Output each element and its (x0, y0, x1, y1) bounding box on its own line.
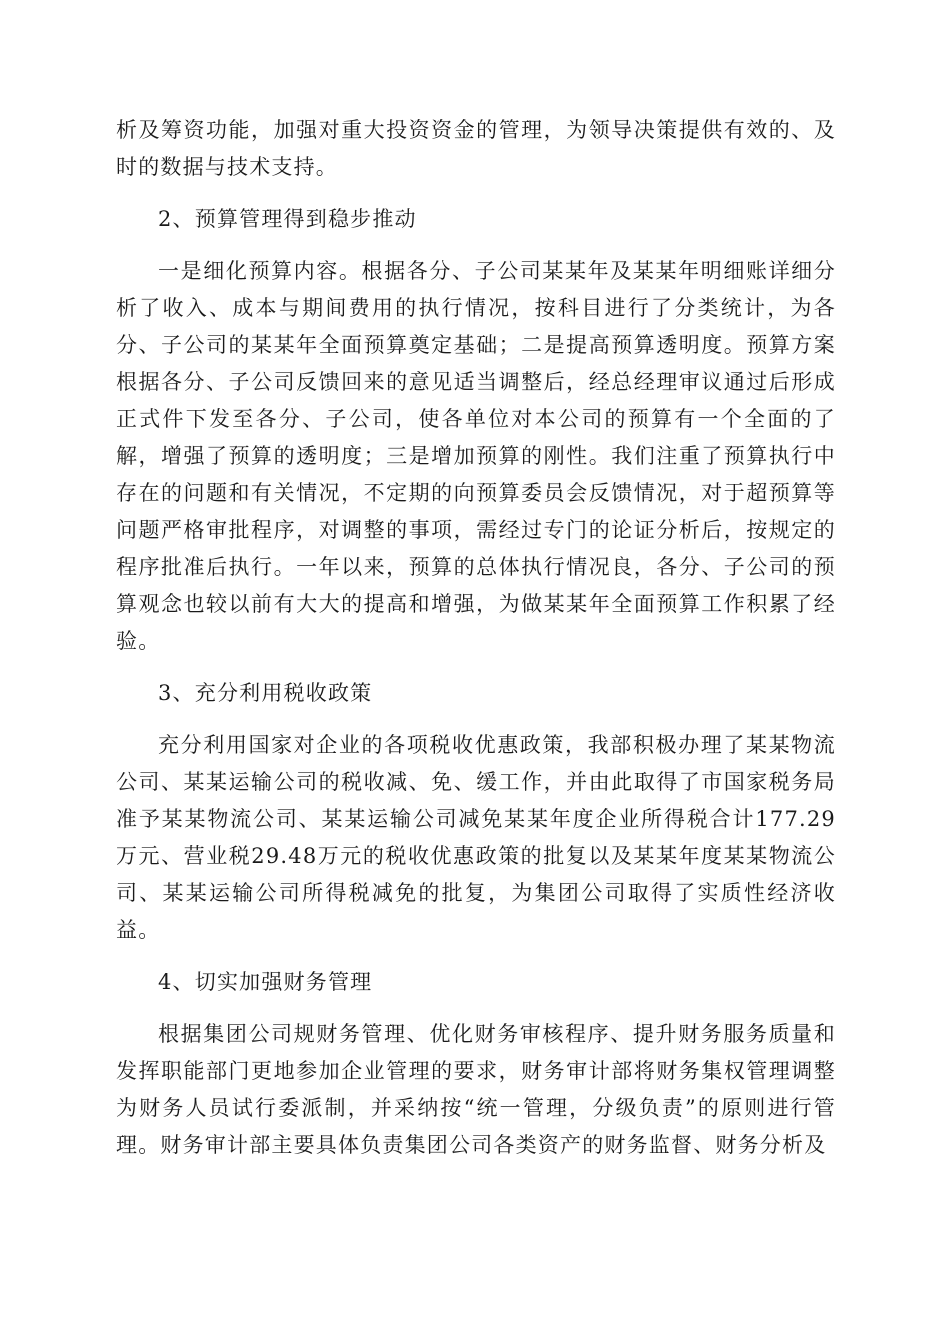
section-heading-budget-management: 2、预算管理得到稳步推动 (158, 207, 417, 231)
paragraph-continuation: 析及筹资功能，加强对重大投资资金的管理，为领导决策提供有效的、及时的数据与技术支持。 (116, 118, 836, 179)
section-heading-tax-policy: 3、充分利用税收政策 (158, 681, 373, 705)
paragraph-financial-management: 根据集团公司规财务管理、优化财务审核程序、提升财务服务质量和发挥职能部门更地参加企业管理的要求，财务审计部将财务集权管理调整为财务人员试行委派制，并采纳按“统一管理，分级负责”的原则进行管理。财务审计部主要具体负责集团公司各类资产的财务监督、财务分析及 (116, 1022, 836, 1157)
paragraph-budget-management: 一是细化预算内容。根据各分、子公司某某年及某某年明细账详细分析了收入、成本与期间费用的执行情况，按科目进行了分类统计，为各分、子公司的某某年全面预算奠定基础；二是提高预算透明度。预算方案根据各分、子公司反馈回来的意见适当调整后，经总经理审议通过后形成正式件下发至各分、子公司，使各单位对本公司的预算有一个全面的了解，增强了预算的透明度；三是增加预算的刚性。我们注重了预算执行中存在的问题和有关情况，不定期的向预算委员会反馈情况，对于超预算等问题严格审批程序，对调整的事项，需经过专门的论证分析后，按规定的程序批准后执行。一年以来，预算的总体执行情况良，各分、子公司的预算观念也较以前有大大的提高和增强，为做某某年全面预算工作积累了经验。 (116, 259, 836, 653)
section-heading-financial-management: 4、切实加强财务管理 (158, 970, 373, 994)
document-body (116, 112, 836, 1164)
paragraph-tax-policy: 充分利用国家对企业的各项税收优惠政策，我部积极办理了某某物流公司、某某运输公司的税收减、免、缓工作，并由此取得了市国家税务局准予某某物流公司、某某运输公司减免某某年度企业所得税合计177.29万元、营业税29.48万元的税收优惠政策的批复以及某某年度某某物流公司、某某运输公司所得税减免的批复，为集团公司取得了实质性经济收益。 (116, 733, 836, 942)
